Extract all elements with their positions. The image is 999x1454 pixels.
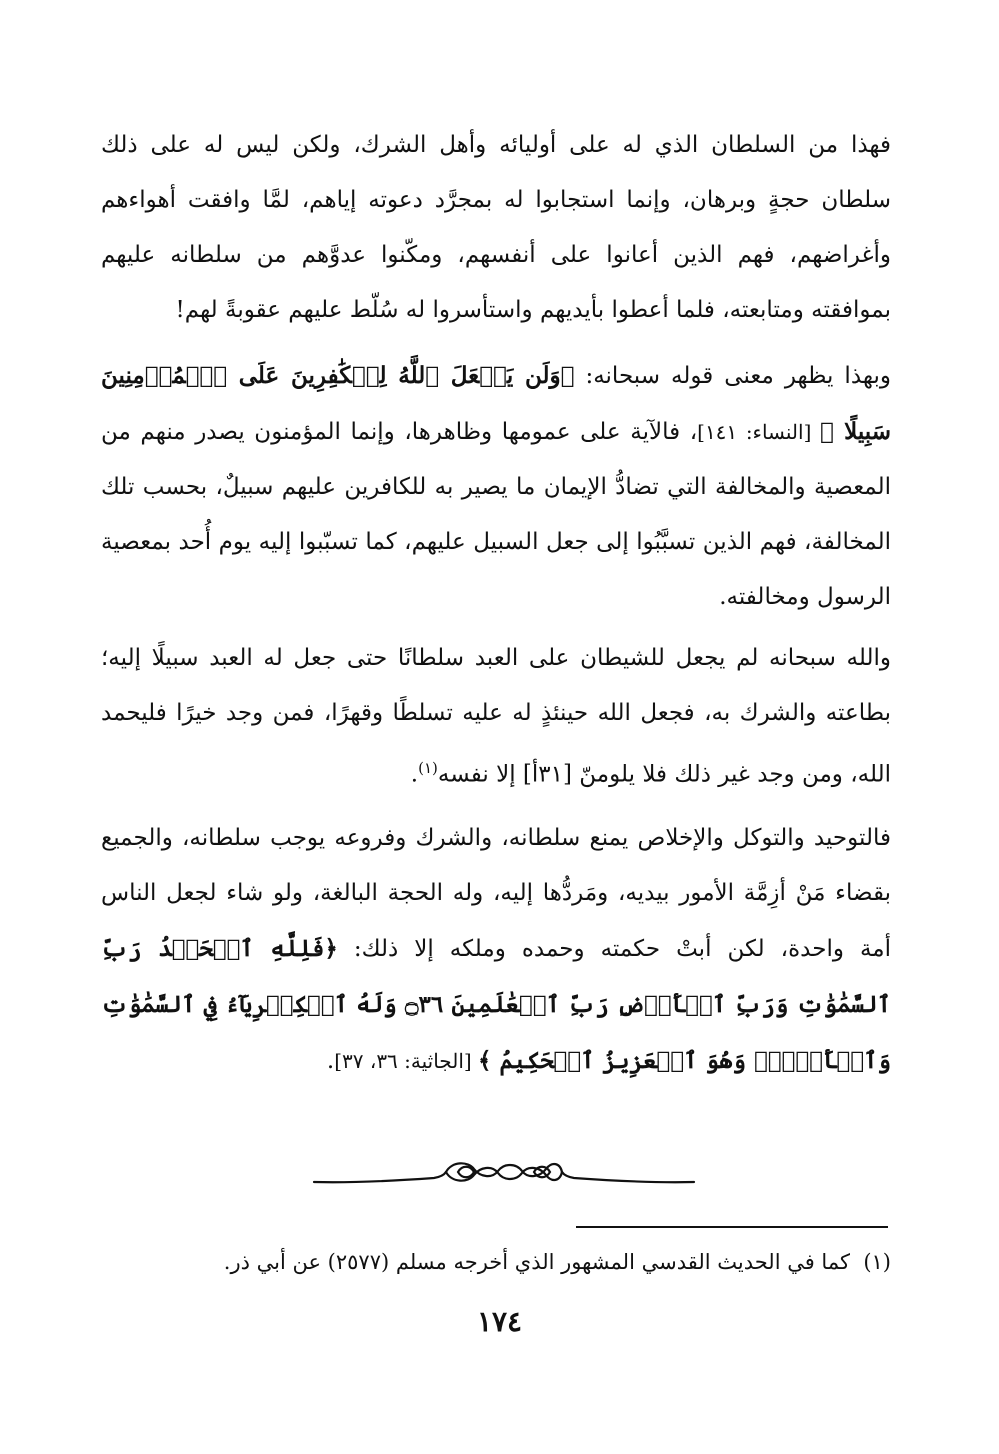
quran-verse-nisa: ﴿وَلَن يَجۡعَلَ ٱللَّهُ لِلۡكَٰفِرِينَ عَلَى ٱلۡمُؤۡمِنِينَ سَبِيلًا ﴾ (101, 362, 892, 445)
paragraph-2 (101, 348, 891, 625)
paragraph-3 (101, 631, 891, 803)
paragraph-2-intro: وبهذا يظهر معنى قوله سبحانه: (574, 363, 892, 389)
paragraph-3-text: والله سبحانه لم يجعل للشيطان على العبد سلطانًا حتى جعل له العبد سبيلًا إليه؛ بطاعته والشرك به، فجعل الله حينئذٍ له عليه تسلطًا وقهرًا، فمن وجد خيرًا فليحمد الله، ومن وجد غير ذلك فلا يلومنّ [٣١أ] إلا نفسه (101, 645, 891, 788)
paragraph-4-intro: فالتوحيد والتوكل والإخلاص يمنع سلطانه، والشرك وفروعه يوجب سلطانه، والجميع بقضاء مَنْ أزِمَّة الأمور بيديه، ومَردُّها إليه، وله الحجة البالغة، ولو شاء لجعل الناس أمة واحدة، لكن أبتْ حكمته وحمده وملكه إلا ذلك: (101, 824, 891, 962)
paragraph-3-end: . (410, 761, 419, 788)
quran-verse-jathiya: ﴿فَلِلَّهِ ٱلۡحَمۡدُ رَبِّ ٱلسَّمَٰوَٰتِ وَرَبِّ ٱلۡأَرۡضِ رَبِّ ٱلۡعَٰلَمِينَ ۝٣٦ وَلَهُ ٱلۡكِبۡرِيَآءُ فِي ٱلسَّمَٰوَٰتِ وَٱلۡأَرۡضِۖ وَهُوَ ٱلۡعَزِيزُ ٱلۡحَكِيمُ ﴾ (101, 934, 891, 1074)
paragraph-4 (101, 811, 891, 1089)
paragraph-1-text: فهذا من السلطان الذي له على أوليائه وأهل الشرك، ولكن ليس له على ذلك سلطان حجةٍ وبرهان، وإنما استجابوا له بمجرَّد دعوته إياهم، لمَّا وافقت أهواءهم وأغراضهم، فهم الذين أعانوا على أنفسهم، ومكّنوا عدوَّهم من سلطانه عليهم بموافقته ومتابعته، فلما أعطوا بأيديهم واستأسروا له سُلّط عليهم عقوبةً لهم! (101, 132, 891, 323)
footnote-marker: (١) (863, 1250, 891, 1274)
section-divider-ornament-icon (312, 1155, 696, 1197)
page-number: ١٧٤ (476, 1305, 523, 1338)
footnote-text: كما في الحديث القدسي المشهور الذي أخرجه مسلم (٢٥٧٧) عن أبي ذر. (223, 1250, 864, 1274)
main-text (101, 118, 891, 1089)
footnote (101, 1247, 891, 1277)
paragraph-4-end: . (326, 1047, 335, 1074)
footnote-reference-marker[interactable]: (١) (418, 759, 438, 777)
paragraph-1 (101, 118, 891, 338)
paragraph-2-rest: ، فالآية على عمومها وظاهرها، وإنما المؤمنون يصدر منهم من المعصية والمخالفة التي تضادُّ الإيمان ما يصير به للكافرين عليهم سبيلٌ، بحسب تلك المخالفة، فهم الذين تسبَّبُوا إلى جعل السبيل عليهم، كما تسبّبوا إليه يوم أُحد بمعصية الرسول ومخالفته. (101, 419, 891, 610)
verse-reference-nisa: [النساء: ١٤١] (697, 420, 821, 444)
footnote-divider (576, 1226, 888, 1228)
verse-reference-jathiya: [الجاثية: ٣٦، ٣٧] (334, 1048, 479, 1073)
